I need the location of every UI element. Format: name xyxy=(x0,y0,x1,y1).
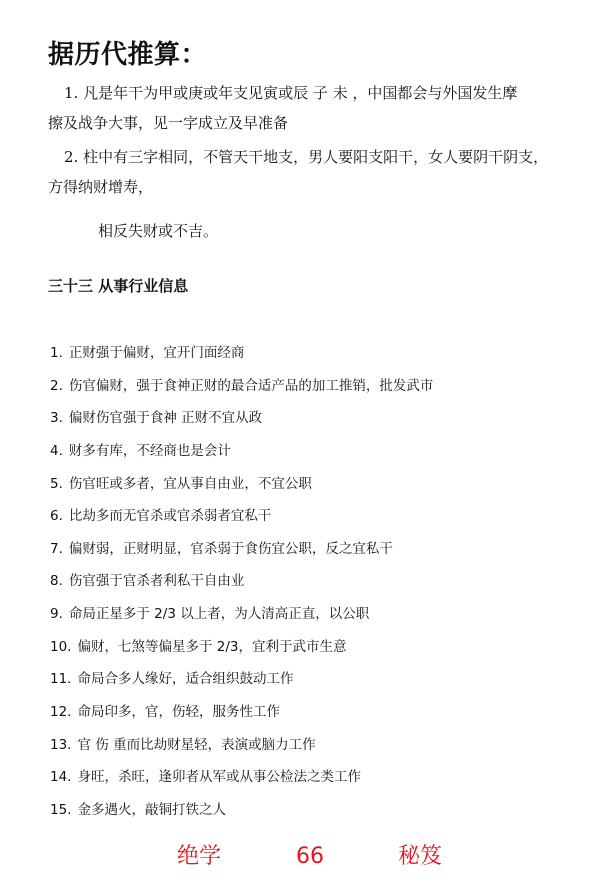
item-number: 13. xyxy=(50,736,72,753)
item-text: 金多遇火，敲铜打铁之人 xyxy=(77,801,226,818)
list-item xyxy=(50,798,433,831)
list-item xyxy=(50,667,433,700)
item-text: 比劫多而无官杀或官杀弱者宜私干 xyxy=(68,508,272,525)
rule-1 xyxy=(48,78,578,138)
item-text: 命局正星多于 2/3 以上者，为人清高正直，以公职 xyxy=(68,606,370,623)
item-number: 6. xyxy=(50,508,63,525)
item-number: 15. xyxy=(50,801,72,818)
list-item xyxy=(50,700,433,733)
list-item xyxy=(50,406,433,439)
rule-2-line-3: 相反失财或不吉。 xyxy=(98,222,219,240)
list-item xyxy=(50,765,433,798)
list-item xyxy=(50,472,433,505)
list-item xyxy=(50,341,433,374)
item-number: 12. xyxy=(50,704,72,721)
item-text: 偏财弱，正财明显，官杀弱于食伤宜公职，反之宜私干 xyxy=(68,540,393,557)
rule-2-line-2: 方得纳财增寿， xyxy=(48,178,154,196)
list-item xyxy=(50,635,433,668)
list-item xyxy=(50,439,433,472)
item-number: 4. xyxy=(50,442,63,459)
item-text: 伤官旺或多者，宜从事自由业，不宜公职 xyxy=(68,475,312,492)
item-text: 偏财伤官强于食神 正财不宜从政 xyxy=(68,410,263,427)
item-text: 命局合多人缘好，适合组织鼓动工作 xyxy=(77,671,294,688)
list-item xyxy=(50,537,433,570)
rule-2 xyxy=(48,142,578,246)
footer-page-number: 66 xyxy=(296,844,324,869)
item-text: 命局印多，官，伤轻，服务性工作 xyxy=(77,704,280,721)
list-item xyxy=(50,733,433,766)
rule-1-line-2: 擦及战争大事，见一字成立及早准备 xyxy=(48,114,289,132)
item-number: 8. xyxy=(50,573,63,590)
list-item xyxy=(50,504,433,537)
list-item xyxy=(50,569,433,602)
list-item xyxy=(50,374,433,407)
list-item xyxy=(50,602,433,635)
item-number: 11. xyxy=(50,671,72,688)
item-text: 偏财，七煞等偏星多于 2/3，宜利于武市生意 xyxy=(77,638,347,655)
item-number: 14. xyxy=(50,769,72,786)
item-text: 伤官强于官杀者利私干自由业 xyxy=(68,573,245,590)
item-number: 3. xyxy=(50,410,63,427)
item-number: 5. xyxy=(50,475,63,492)
rule-1-line-1: 1. 凡是年干为甲或庚或年支见寅或辰 子 未 ，中国都会与外国发生摩 xyxy=(64,84,518,102)
industry-list xyxy=(50,341,433,831)
item-number: 1. xyxy=(50,345,63,361)
item-text: 伤官偏财，强于食神正财的最合适产品的加工推销，批发武市 xyxy=(68,377,434,394)
item-text: 正财强于偏财，宜开门面经商 xyxy=(68,345,245,361)
item-number: 10. xyxy=(50,638,72,655)
item-text: 身旺，杀旺，逢卯者从军或从事公检法之类工作 xyxy=(77,769,361,786)
page-heading: 据历代推算： xyxy=(48,40,208,70)
section-heading: 三十三 从事行业信息 xyxy=(48,277,189,295)
item-number: 7. xyxy=(50,540,63,557)
item-number: 2. xyxy=(50,377,63,394)
item-number: 9. xyxy=(50,606,63,623)
footer-left-text: 绝学 xyxy=(177,844,222,869)
footer-right-text: 秘笈 xyxy=(398,844,443,869)
item-text: 财多有库，不经商也是会计 xyxy=(68,442,231,459)
item-text: 官 伤 重而比劫财星轻，表演或脑力工作 xyxy=(77,736,316,753)
rule-2-line-1: 2. 柱中有三字相同，不管天干地支，男人要阳支阳干，女人要阴干阴支， xyxy=(64,148,549,166)
